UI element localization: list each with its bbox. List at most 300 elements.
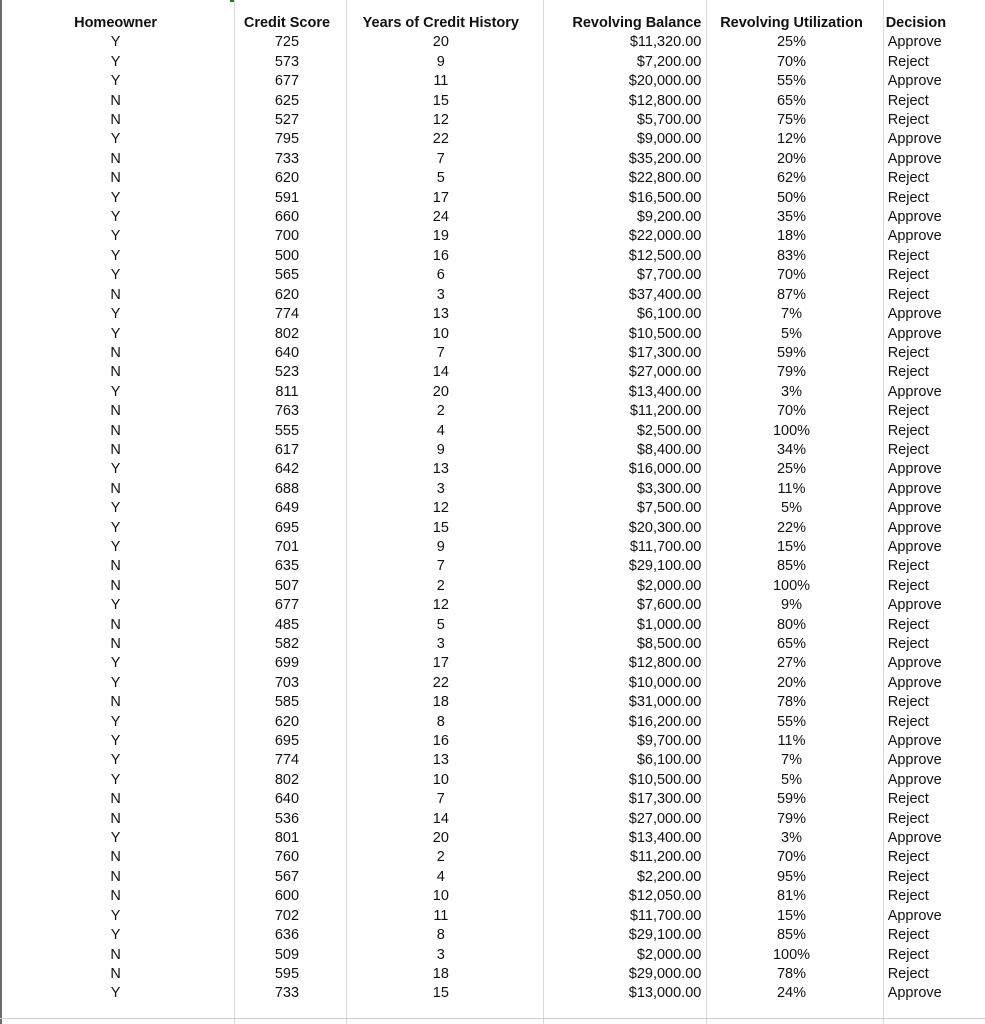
cell-revolving-balance[interactable]: $17,300.00 xyxy=(628,344,702,361)
cell-decision[interactable]: Approve xyxy=(887,228,942,245)
cell-revolving-balance[interactable]: $11,320.00 xyxy=(629,34,702,51)
cell-revolving-balance[interactable]: $31,000.00 xyxy=(628,694,702,711)
cell-decision[interactable]: Approve xyxy=(887,907,942,924)
cell-revolving-utilization[interactable]: 25% xyxy=(776,34,807,51)
cell-years-credit-history[interactable]: 7 xyxy=(436,150,445,167)
cell-revolving-utilization[interactable]: 35% xyxy=(776,209,807,226)
cell-revolving-balance[interactable]: $2,500.00 xyxy=(636,422,702,439)
cell-decision[interactable]: Reject xyxy=(887,868,929,885)
cell-homeowner[interactable]: Y xyxy=(110,655,121,672)
cell-revolving-balance[interactable]: $10,500.00 xyxy=(628,325,702,342)
cell-homeowner[interactable]: Y xyxy=(110,674,121,691)
cell-credit-score[interactable]: 625 xyxy=(274,92,300,109)
cell-decision[interactable]: Approve xyxy=(887,34,942,51)
cell-years-credit-history[interactable]: 7 xyxy=(436,558,445,575)
cell-credit-score[interactable]: 523 xyxy=(274,364,300,381)
cell-decision[interactable]: Approve xyxy=(887,306,942,323)
cell-revolving-balance[interactable]: $29,100.00 xyxy=(628,558,702,575)
cell-revolving-utilization[interactable]: 25% xyxy=(776,461,807,478)
cell-revolving-utilization[interactable]: 5% xyxy=(781,500,802,517)
cell-revolving-utilization[interactable]: 65% xyxy=(776,636,807,652)
cell-credit-score[interactable]: 507 xyxy=(274,577,300,594)
cell-revolving-utilization[interactable]: 22% xyxy=(776,519,807,536)
cell-credit-score[interactable]: 585 xyxy=(274,694,300,711)
cell-homeowner[interactable]: N xyxy=(110,286,121,303)
cell-credit-score[interactable]: 620 xyxy=(274,713,300,730)
cell-homeowner[interactable]: N xyxy=(110,422,121,439)
cell-homeowner[interactable]: N xyxy=(110,441,121,458)
cell-revolving-balance[interactable]: $13,000.00 xyxy=(628,985,702,1002)
cell-revolving-balance[interactable]: $11,700.00 xyxy=(629,538,702,555)
cell-decision[interactable]: Reject xyxy=(887,946,929,963)
cell-credit-score[interactable]: 695 xyxy=(274,519,300,536)
cell-revolving-utilization[interactable]: 100% xyxy=(772,422,811,439)
cell-revolving-balance[interactable]: $12,800.00 xyxy=(628,655,702,672)
cell-years-credit-history[interactable]: 18 xyxy=(432,694,449,711)
cell-revolving-utilization[interactable]: 75% xyxy=(776,112,807,129)
cell-decision[interactable]: Reject xyxy=(887,441,929,458)
cell-decision[interactable]: Reject xyxy=(887,344,929,361)
cell-revolving-balance[interactable]: $8,500.00 xyxy=(636,636,702,652)
cell-revolving-utilization[interactable]: 85% xyxy=(776,927,807,944)
cell-homeowner[interactable]: N xyxy=(110,344,121,361)
cell-credit-score[interactable]: 617 xyxy=(274,441,300,458)
cell-credit-score[interactable]: 640 xyxy=(274,791,300,808)
cell-years-credit-history[interactable]: 13 xyxy=(432,461,449,478)
cell-revolving-utilization[interactable]: 9% xyxy=(781,597,802,614)
cell-decision[interactable]: Approve xyxy=(887,985,942,1002)
cell-decision[interactable]: Reject xyxy=(887,286,929,303)
cell-homeowner[interactable]: Y xyxy=(110,34,121,51)
cell-homeowner[interactable]: Y xyxy=(110,73,121,90)
cell-years-credit-history[interactable]: 19 xyxy=(432,228,449,245)
cell-homeowner[interactable]: N xyxy=(110,636,121,652)
cell-credit-score[interactable]: 620 xyxy=(274,170,300,187)
cell-years-credit-history[interactable]: 16 xyxy=(432,247,449,264)
cell-revolving-utilization[interactable]: 78% xyxy=(776,965,807,982)
cell-revolving-utilization[interactable]: 70% xyxy=(776,53,807,70)
cell-revolving-utilization[interactable]: 78% xyxy=(776,694,807,711)
cell-decision[interactable]: Reject xyxy=(887,403,929,420)
cell-credit-score[interactable]: 774 xyxy=(274,752,300,769)
cell-revolving-balance[interactable]: $1,000.00 xyxy=(636,616,702,633)
cell-decision[interactable]: Approve xyxy=(887,131,942,148)
cell-decision[interactable]: Reject xyxy=(887,558,929,575)
cell-revolving-utilization[interactable]: 20% xyxy=(776,150,807,167)
cell-revolving-balance[interactable]: $29,100.00 xyxy=(628,927,702,944)
cell-homeowner[interactable]: Y xyxy=(110,306,121,323)
cell-decision[interactable]: Reject xyxy=(887,849,929,866)
cell-homeowner[interactable]: Y xyxy=(110,383,121,400)
cell-credit-score[interactable]: 700 xyxy=(274,228,300,245)
cell-years-credit-history[interactable]: 2 xyxy=(436,403,445,420)
cell-decision[interactable]: Reject xyxy=(887,888,929,905)
cell-years-credit-history[interactable]: 6 xyxy=(436,267,445,284)
cell-decision[interactable]: Reject xyxy=(887,247,929,264)
cell-decision[interactable]: Reject xyxy=(887,267,929,284)
cell-homeowner[interactable]: Y xyxy=(110,830,121,847)
cell-decision[interactable]: Approve xyxy=(887,674,942,691)
cell-credit-score[interactable]: 527 xyxy=(274,112,300,129)
cell-credit-score[interactable]: 703 xyxy=(274,674,300,691)
cell-revolving-utilization[interactable]: 7% xyxy=(781,752,802,769)
cell-years-credit-history[interactable]: 8 xyxy=(436,713,445,730)
cell-years-credit-history[interactable]: 22 xyxy=(432,131,449,148)
cell-revolving-utilization[interactable]: 59% xyxy=(776,791,807,808)
cell-homeowner[interactable]: Y xyxy=(110,267,121,284)
cell-years-credit-history[interactable]: 12 xyxy=(432,112,449,129)
cell-decision[interactable]: Approve xyxy=(887,209,942,226)
cell-revolving-balance[interactable]: $35,200.00 xyxy=(628,150,702,167)
cell-homeowner[interactable]: N xyxy=(110,92,121,109)
cell-revolving-balance[interactable]: $12,050.00 xyxy=(628,888,702,905)
cell-years-credit-history[interactable]: 18 xyxy=(432,965,449,982)
cell-homeowner[interactable]: N xyxy=(110,364,121,381)
cell-years-credit-history[interactable]: 9 xyxy=(436,53,445,70)
cell-homeowner[interactable]: Y xyxy=(110,907,121,924)
header-revolving-balance[interactable]: Revolving Balance xyxy=(572,15,702,31)
cell-revolving-balance[interactable]: $16,500.00 xyxy=(628,189,702,206)
cell-years-credit-history[interactable]: 3 xyxy=(436,636,445,652)
cell-homeowner[interactable]: N xyxy=(110,403,121,420)
cell-revolving-balance[interactable]: $20,000.00 xyxy=(628,73,702,90)
cell-credit-score[interactable]: 677 xyxy=(274,597,300,614)
cell-homeowner[interactable]: N xyxy=(110,480,121,497)
cell-years-credit-history[interactable]: 5 xyxy=(436,170,445,187)
cell-revolving-utilization[interactable]: 7% xyxy=(781,306,802,323)
cell-credit-score[interactable]: 801 xyxy=(274,830,300,847)
cell-revolving-balance[interactable]: $11,200.00 xyxy=(629,403,702,420)
cell-years-credit-history[interactable]: 10 xyxy=(432,771,449,788)
cell-years-credit-history[interactable]: 12 xyxy=(432,500,449,517)
cell-years-credit-history[interactable]: 15 xyxy=(432,985,449,1002)
cell-years-credit-history[interactable]: 9 xyxy=(436,441,445,458)
cell-credit-score[interactable]: 660 xyxy=(274,209,300,226)
cell-decision[interactable]: Approve xyxy=(887,752,942,769)
cell-credit-score[interactable]: 600 xyxy=(274,888,300,905)
cell-revolving-balance[interactable]: $16,000.00 xyxy=(628,461,702,478)
cell-homeowner[interactable]: N xyxy=(110,868,121,885)
cell-homeowner[interactable]: N xyxy=(110,112,121,129)
cell-credit-score[interactable]: 642 xyxy=(274,461,300,478)
cell-revolving-balance[interactable]: $7,500.00 xyxy=(636,500,702,517)
cell-revolving-utilization[interactable]: 81% xyxy=(776,888,807,905)
cell-credit-score[interactable]: 774 xyxy=(274,306,300,323)
cell-years-credit-history[interactable]: 9 xyxy=(436,538,445,555)
cell-revolving-balance[interactable]: $9,700.00 xyxy=(636,733,702,750)
cell-decision[interactable]: Reject xyxy=(887,577,929,594)
cell-decision[interactable]: Approve xyxy=(887,733,942,750)
cell-years-credit-history[interactable]: 20 xyxy=(432,34,449,51)
cell-credit-score[interactable]: 485 xyxy=(274,616,300,633)
cell-homeowner[interactable]: N xyxy=(110,150,121,167)
cell-credit-score[interactable]: 595 xyxy=(274,965,300,982)
cell-revolving-utilization[interactable]: 24% xyxy=(776,985,807,1002)
cell-homeowner[interactable]: Y xyxy=(110,752,121,769)
cell-homeowner[interactable]: Y xyxy=(110,771,121,788)
cell-homeowner[interactable]: Y xyxy=(110,519,121,536)
cell-homeowner[interactable]: Y xyxy=(110,733,121,750)
cell-credit-score[interactable]: 565 xyxy=(274,267,300,284)
cell-years-credit-history[interactable]: 10 xyxy=(432,888,449,905)
cell-credit-score[interactable]: 582 xyxy=(274,636,300,652)
cell-years-credit-history[interactable]: 14 xyxy=(432,810,449,827)
cell-revolving-utilization[interactable]: 79% xyxy=(776,364,807,381)
cell-homeowner[interactable]: Y xyxy=(110,131,121,148)
cell-homeowner[interactable]: N xyxy=(110,810,121,827)
cell-credit-score[interactable]: 760 xyxy=(274,849,300,866)
cell-years-credit-history[interactable]: 17 xyxy=(432,655,449,672)
cell-credit-score[interactable]: 802 xyxy=(274,771,300,788)
cell-decision[interactable]: Reject xyxy=(887,53,929,70)
cell-revolving-utilization[interactable]: 5% xyxy=(781,771,802,788)
cell-revolving-balance[interactable]: $27,000.00 xyxy=(628,810,702,827)
cell-revolving-utilization[interactable]: 95% xyxy=(776,868,807,885)
cell-credit-score[interactable]: 763 xyxy=(274,403,300,420)
cell-revolving-balance[interactable]: $9,200.00 xyxy=(636,209,702,226)
cell-revolving-balance[interactable]: $22,800.00 xyxy=(628,170,702,187)
cell-homeowner[interactable]: Y xyxy=(110,985,121,1002)
cell-revolving-utilization[interactable]: 80% xyxy=(776,616,807,633)
cell-decision[interactable]: Approve xyxy=(887,150,942,167)
cell-revolving-balance[interactable]: $2,000.00 xyxy=(636,946,702,963)
cell-years-credit-history[interactable]: 14 xyxy=(432,364,449,381)
cell-decision[interactable]: Approve xyxy=(887,655,942,672)
cell-credit-score[interactable]: 555 xyxy=(274,422,300,439)
cell-decision[interactable]: Approve xyxy=(887,480,942,497)
cell-years-credit-history[interactable]: 16 xyxy=(432,733,449,750)
cell-revolving-utilization[interactable]: 70% xyxy=(776,267,807,284)
cell-revolving-balance[interactable]: $11,200.00 xyxy=(629,849,702,866)
cell-credit-score[interactable]: 620 xyxy=(274,286,300,303)
cell-homeowner[interactable]: Y xyxy=(110,927,121,944)
cell-homeowner[interactable]: Y xyxy=(110,228,121,245)
cell-revolving-utilization[interactable]: 59% xyxy=(776,344,807,361)
cell-years-credit-history[interactable]: 11 xyxy=(433,907,449,924)
cell-credit-score[interactable]: 509 xyxy=(274,946,300,963)
cell-years-credit-history[interactable]: 2 xyxy=(436,849,445,866)
cell-homeowner[interactable]: Y xyxy=(110,209,121,226)
cell-revolving-utilization[interactable]: 87% xyxy=(776,286,807,303)
cell-decision[interactable]: Reject xyxy=(887,965,929,982)
cell-revolving-utilization[interactable]: 27% xyxy=(776,655,807,672)
cell-credit-score[interactable]: 591 xyxy=(274,189,300,206)
cell-years-credit-history[interactable]: 24 xyxy=(432,209,449,226)
cell-decision[interactable]: Reject xyxy=(887,636,929,652)
cell-decision[interactable]: Approve xyxy=(887,325,942,342)
cell-homeowner[interactable]: Y xyxy=(110,461,121,478)
header-decision[interactable]: Decision xyxy=(885,15,947,31)
cell-years-credit-history[interactable]: 3 xyxy=(436,286,445,303)
cell-revolving-balance[interactable]: $6,100.00 xyxy=(636,752,702,769)
cell-years-credit-history[interactable]: 22 xyxy=(432,674,449,691)
cell-decision[interactable]: Reject xyxy=(887,189,929,206)
cell-years-credit-history[interactable]: 17 xyxy=(432,189,449,206)
cell-years-credit-history[interactable]: 11 xyxy=(433,73,449,90)
cell-homeowner[interactable]: N xyxy=(110,965,121,982)
cell-decision[interactable]: Approve xyxy=(887,383,942,400)
cell-homeowner[interactable]: N xyxy=(110,558,121,575)
cell-revolving-utilization[interactable]: 3% xyxy=(781,383,802,400)
cell-years-credit-history[interactable]: 4 xyxy=(436,868,445,885)
cell-revolving-balance[interactable]: $10,000.00 xyxy=(628,674,702,691)
cell-homeowner[interactable]: N xyxy=(110,170,121,187)
cell-revolving-utilization[interactable]: 100% xyxy=(772,577,811,594)
cell-years-credit-history[interactable]: 15 xyxy=(432,519,449,536)
cell-revolving-utilization[interactable]: 15% xyxy=(776,907,807,924)
cell-years-credit-history[interactable]: 7 xyxy=(436,344,445,361)
cell-decision[interactable]: Approve xyxy=(887,830,942,847)
header-credit-score[interactable]: Credit Score xyxy=(243,15,331,31)
cell-decision[interactable]: Reject xyxy=(887,112,929,129)
cell-years-credit-history[interactable]: 5 xyxy=(436,616,445,633)
cell-credit-score[interactable]: 573 xyxy=(274,53,300,70)
cell-revolving-balance[interactable]: $20,300.00 xyxy=(628,519,702,536)
cell-credit-score[interactable]: 701 xyxy=(274,538,300,555)
cell-years-credit-history[interactable]: 4 xyxy=(436,422,445,439)
cell-revolving-balance[interactable]: $2,000.00 xyxy=(636,577,702,594)
cell-decision[interactable]: Approve xyxy=(887,500,942,517)
cell-decision[interactable]: Reject xyxy=(887,791,929,808)
cell-revolving-balance[interactable]: $9,000.00 xyxy=(636,131,702,148)
cell-homeowner[interactable]: N xyxy=(110,616,121,633)
cell-revolving-utilization[interactable]: 70% xyxy=(776,849,807,866)
cell-revolving-balance[interactable]: $5,700.00 xyxy=(636,112,702,129)
cell-homeowner[interactable]: Y xyxy=(110,713,121,730)
cell-homeowner[interactable]: Y xyxy=(110,325,121,342)
cell-homeowner[interactable]: N xyxy=(110,849,121,866)
cell-revolving-balance[interactable]: $13,400.00 xyxy=(628,830,702,847)
cell-revolving-balance[interactable]: $12,800.00 xyxy=(628,92,702,109)
cell-years-credit-history[interactable]: 2 xyxy=(436,577,445,594)
cell-revolving-balance[interactable]: $8,400.00 xyxy=(636,441,702,458)
cell-credit-score[interactable]: 649 xyxy=(274,500,300,517)
cell-credit-score[interactable]: 677 xyxy=(274,73,300,90)
cell-revolving-balance[interactable]: $2,200.00 xyxy=(636,868,702,885)
cell-revolving-balance[interactable]: $11,700.00 xyxy=(629,907,702,924)
cell-revolving-utilization[interactable]: 5% xyxy=(781,325,802,342)
cell-years-credit-history[interactable]: 10 xyxy=(432,325,449,342)
cell-revolving-utilization[interactable]: 50% xyxy=(776,189,807,206)
cell-revolving-utilization[interactable]: 85% xyxy=(776,558,807,575)
cell-homeowner[interactable]: Y xyxy=(110,500,121,517)
cell-decision[interactable]: Reject xyxy=(887,616,929,633)
cell-revolving-utilization[interactable]: 18% xyxy=(776,228,807,245)
cell-revolving-utilization[interactable]: 3% xyxy=(781,830,802,847)
cell-revolving-utilization[interactable]: 79% xyxy=(776,810,807,827)
cell-revolving-utilization[interactable]: 11% xyxy=(777,480,806,497)
cell-revolving-utilization[interactable]: 100% xyxy=(772,946,811,963)
cell-years-credit-history[interactable]: 13 xyxy=(432,752,449,769)
cell-credit-score[interactable]: 635 xyxy=(274,558,300,575)
cell-credit-score[interactable]: 567 xyxy=(274,868,300,885)
cell-years-credit-history[interactable]: 15 xyxy=(432,92,449,109)
cell-credit-score[interactable]: 640 xyxy=(274,344,300,361)
cell-revolving-utilization[interactable]: 65% xyxy=(776,92,807,109)
cell-credit-score[interactable]: 802 xyxy=(274,325,300,342)
cell-credit-score[interactable]: 636 xyxy=(274,927,300,944)
cell-years-credit-history[interactable]: 12 xyxy=(432,597,449,614)
cell-years-credit-history[interactable]: 7 xyxy=(436,791,445,808)
cell-revolving-balance[interactable]: $7,700.00 xyxy=(636,267,702,284)
cell-credit-score[interactable]: 725 xyxy=(274,34,300,51)
cell-revolving-utilization[interactable]: 11% xyxy=(777,733,806,750)
cell-revolving-balance[interactable]: $29,000.00 xyxy=(628,965,702,982)
cell-decision[interactable]: Approve xyxy=(887,519,942,536)
cell-credit-score[interactable]: 500 xyxy=(274,247,300,264)
cell-revolving-utilization[interactable]: 12% xyxy=(776,131,807,148)
cell-decision[interactable]: Reject xyxy=(887,364,929,381)
cell-credit-score[interactable]: 688 xyxy=(274,480,300,497)
cell-revolving-utilization[interactable]: 34% xyxy=(776,441,807,458)
cell-credit-score[interactable]: 702 xyxy=(274,907,300,924)
header-homeowner[interactable]: Homeowner xyxy=(74,15,158,31)
cell-decision[interactable]: Reject xyxy=(887,170,929,187)
cell-decision[interactable]: Approve xyxy=(887,597,942,614)
cell-decision[interactable]: Approve xyxy=(887,73,942,90)
cell-homeowner[interactable]: Y xyxy=(110,597,121,614)
cell-years-credit-history[interactable]: 8 xyxy=(436,927,445,944)
cell-credit-score[interactable]: 699 xyxy=(274,655,300,672)
cell-years-credit-history[interactable]: 20 xyxy=(432,830,449,847)
cell-decision[interactable]: Approve xyxy=(887,538,942,555)
cell-revolving-balance[interactable]: $10,500.00 xyxy=(628,771,702,788)
cell-revolving-balance[interactable]: $27,000.00 xyxy=(628,364,702,381)
cell-revolving-balance[interactable]: $37,400.00 xyxy=(628,286,702,303)
cell-revolving-balance[interactable]: $17,300.00 xyxy=(628,791,702,808)
header-years-credit-history[interactable]: Years of Credit History xyxy=(362,15,519,31)
cell-decision[interactable]: Reject xyxy=(887,810,929,827)
cell-homeowner[interactable]: Y xyxy=(110,189,121,206)
cell-homeowner[interactable]: Y xyxy=(110,538,121,555)
cell-credit-score[interactable]: 536 xyxy=(274,810,300,827)
cell-revolving-utilization[interactable]: 55% xyxy=(776,713,807,730)
cell-years-credit-history[interactable]: 13 xyxy=(432,306,449,323)
cell-revolving-utilization[interactable]: 20% xyxy=(776,674,807,691)
cell-homeowner[interactable]: Y xyxy=(110,247,121,264)
cell-decision[interactable]: Approve xyxy=(887,771,942,788)
cell-revolving-utilization[interactable]: 15% xyxy=(776,538,807,555)
cell-homeowner[interactable]: N xyxy=(110,577,121,594)
header-revolving-utilization[interactable]: Revolving Utilization xyxy=(720,15,863,31)
cell-revolving-utilization[interactable]: 62% xyxy=(776,170,807,187)
cell-decision[interactable]: Approve xyxy=(887,461,942,478)
cell-decision[interactable]: Reject xyxy=(887,713,929,730)
cell-decision[interactable]: Reject xyxy=(887,694,929,711)
cell-decision[interactable]: Reject xyxy=(887,927,929,944)
cell-credit-score[interactable]: 795 xyxy=(274,131,300,148)
cell-decision[interactable]: Reject xyxy=(887,92,929,109)
cell-years-credit-history[interactable]: 3 xyxy=(436,480,445,497)
cell-revolving-balance[interactable]: $13,400.00 xyxy=(628,383,702,400)
cell-homeowner[interactable]: N xyxy=(110,694,121,711)
cell-homeowner[interactable]: N xyxy=(110,946,121,963)
cell-years-credit-history[interactable]: 3 xyxy=(436,946,445,963)
cell-homeowner[interactable]: N xyxy=(110,791,121,808)
cell-homeowner[interactable]: Y xyxy=(110,53,121,70)
cell-revolving-balance[interactable]: $7,600.00 xyxy=(636,597,702,614)
cell-revolving-utilization[interactable]: 55% xyxy=(776,73,807,90)
cell-credit-score[interactable]: 811 xyxy=(275,383,299,400)
cell-revolving-balance[interactable]: $22,000.00 xyxy=(628,228,702,245)
cell-decision[interactable]: Reject xyxy=(887,422,929,439)
cell-credit-score[interactable]: 733 xyxy=(274,150,300,167)
cell-revolving-balance[interactable]: $12,500.00 xyxy=(628,247,702,264)
cell-credit-score[interactable]: 695 xyxy=(274,733,300,750)
cell-revolving-balance[interactable]: $16,200.00 xyxy=(628,713,702,730)
cell-revolving-balance[interactable]: $3,300.00 xyxy=(636,480,702,497)
cell-revolving-utilization[interactable]: 70% xyxy=(776,403,807,420)
